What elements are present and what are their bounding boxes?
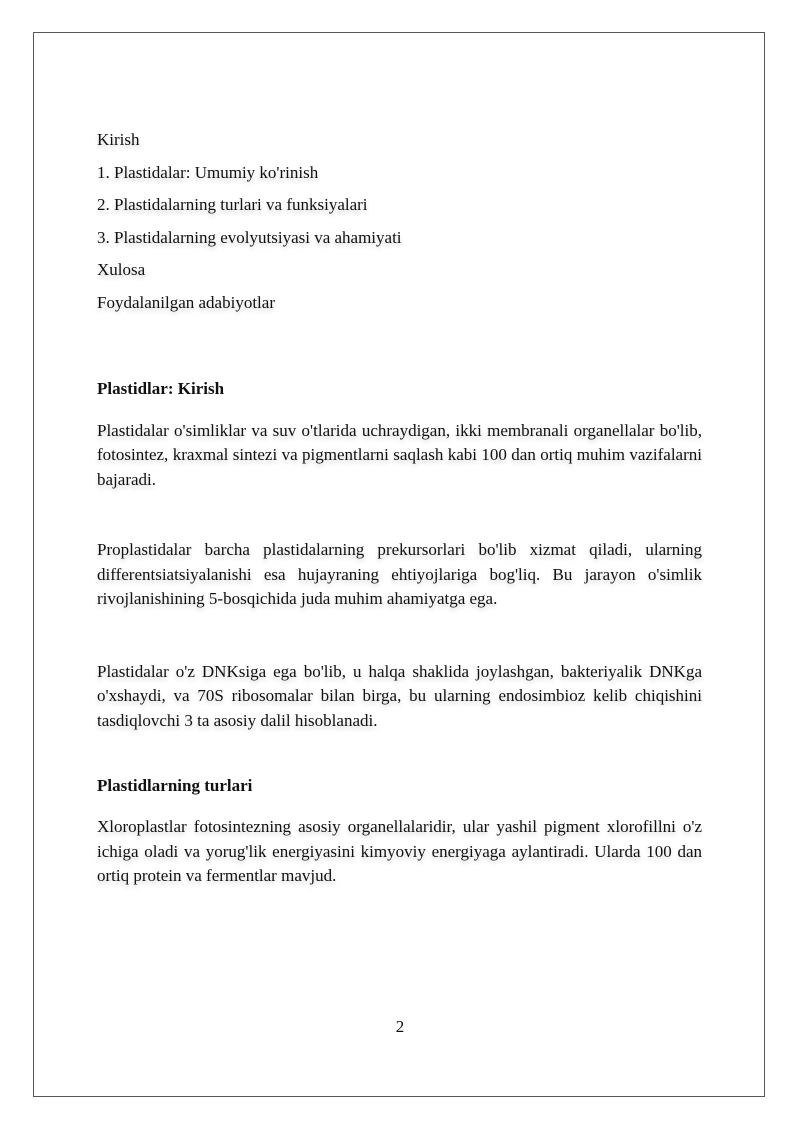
document-body bbox=[97, 128, 702, 889]
paragraph: Plastidalar o'simliklar va suv o'tlarida uchraydigan, ikki membranali organellalar bo'lib, fotosintez, kraxmal sintezi va pigmentlarni saqlash kabi 100 dan ortiq muhim vazifalarni bajaradi. bbox=[97, 420, 702, 489]
section-heading: Plastidlarning turlari bbox=[97, 776, 253, 796]
toc-item: Xulosa bbox=[97, 260, 146, 280]
paragraph: Proplastidalar barcha plastidalarning prekursorlari bo'lib xizmat qiladi, ularning differentsiatsiyalanishi esa hujayraning ehtiyojlariga bog'liq. Bu jarayon o'simlik rivojlanishining 5-bosqichida juda muhim ahamiyatga ega. bbox=[97, 540, 702, 609]
toc-item: Kirish bbox=[97, 130, 140, 149]
section-heading: Plastidlar: Kirish bbox=[97, 378, 225, 398]
toc-item: 3. Plastidalarning evolyutsiyasi va ahamiyati bbox=[97, 227, 402, 247]
paragraph: Xloroplastlar fotosintezning asosiy organellalaridir, ular yashil pigment xlorofillni o'z ichiga oladi va yorug'lik energiyasini kimyoviy energiyaga aylantiradi. Ularda 100 dan ortiq protein va fermentlar mavjud. bbox=[97, 817, 702, 886]
paragraph: Plastidalar o'z DNKsiga ega bo'lib, u halqa shaklida joylashgan, bakteriyalik DNKga o'xshaydi, va 70S ribosomalar bilan birga, bu ularning endosimbioz kelib chiqishini tasdiqlovchi 3 ta asosiy dalil hisoblanadi. bbox=[97, 661, 702, 730]
toc-item: 2. Plastidalarning turlari va funksiyalari bbox=[97, 195, 368, 215]
toc-item: 1. Plastidalar: Umumiy ko'rinish bbox=[97, 162, 319, 182]
table-of-contents bbox=[97, 128, 702, 324]
toc-item: Foydalanilgan adabiyotlar bbox=[97, 292, 275, 312]
page-number: 2 bbox=[395, 1017, 405, 1036]
